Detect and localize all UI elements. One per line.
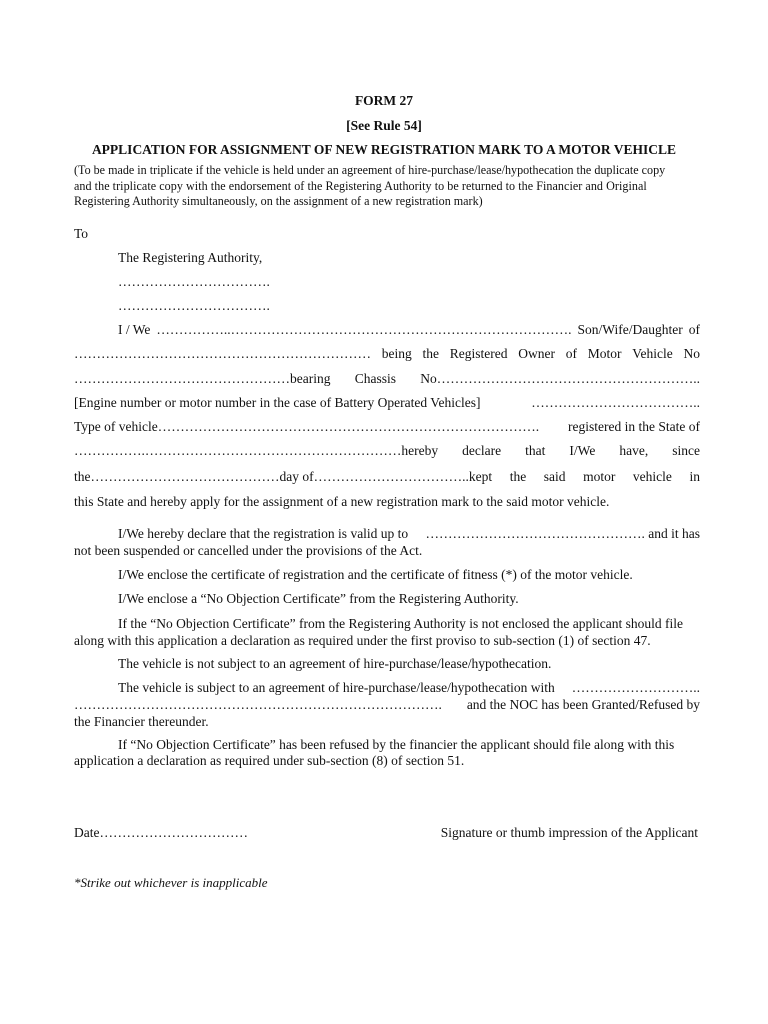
body-line-2: [74, 346, 700, 362]
word: in: [689, 469, 700, 484]
body-line-3: [74, 371, 700, 387]
word: being: [381, 346, 412, 361]
vehicle-number-field: …………………………………………bearing: [74, 371, 331, 386]
applicant-label: I / We: [118, 322, 151, 337]
note-text-1: (To be made in triplicate if the vehicle is held under an agreement of hire-purchase/lease/hypothecation the duplicate copy: [74, 163, 666, 177]
address-line-1: …………………………….: [118, 274, 270, 289]
word-of: of: [688, 322, 700, 337]
body-line-4: [74, 395, 700, 411]
date-label: Date: [74, 825, 100, 840]
signature-label: Signature or thumb impression of the Applicant: [440, 825, 698, 840]
engine-number-label: [Engine number or motor number in the case of Battery Operated Vehicles]: [74, 395, 481, 410]
word: No: [683, 346, 700, 361]
declaration-1-line-2: not been suspended or cancelled under the provisions of the Act.: [74, 543, 423, 558]
state-field: …………….…………………………………………………hereby: [74, 443, 439, 458]
chassis-label: Chassis: [354, 371, 396, 386]
noc-status-text: and the NOC has been Granted/Refused by: [466, 697, 700, 712]
state-label: registered in the State of: [568, 419, 700, 434]
declaration-4-line-2: along with this application a declaration as required under the first proviso to sub-section (1) of section 47.: [74, 633, 651, 648]
form-title: APPLICATION FOR ASSIGNMENT OF NEW REGISTRATION MARK TO A MOTOR VEHICLE: [91, 142, 677, 157]
word: declare: [462, 443, 502, 458]
validity-date-field: …………………………………………. and it has: [425, 526, 700, 541]
word: the: [509, 469, 527, 484]
word: since: [672, 443, 700, 458]
declaration-6-line-3: the Financier thereunder.: [74, 714, 209, 729]
word: Vehicle: [632, 346, 673, 361]
word: have,: [619, 443, 649, 458]
rule-reference: [See Rule 54]: [346, 118, 422, 133]
declaration-6-line-2: [74, 697, 700, 713]
word: motor: [583, 469, 616, 484]
declaration-2: I/We enclose the certificate of registration and the certificate of fitness (*) of the motor vehicle.: [118, 567, 633, 582]
declaration-1-line-1: [118, 526, 700, 542]
declaration-4-line-1: If the “No Objection Certificate” from the Registering Authority is not enclosed the applicant should file: [118, 616, 683, 631]
engine-number-field: ………………………………..: [531, 395, 700, 410]
declaration-5: The vehicle is not subject to an agreement of hire-purchase/lease/hypothecation.: [118, 656, 552, 671]
word: Motor: [587, 346, 622, 361]
parent-name-field: …………………………………………………………: [74, 346, 371, 361]
word: that: [525, 443, 546, 458]
chassis-number-field: No…………………………………………………..: [420, 371, 700, 386]
word: said: [543, 469, 566, 484]
footnote: *Strike out whichever is inapplicable: [74, 875, 268, 890]
body-line-1: [118, 322, 700, 338]
word: Owner: [518, 346, 555, 361]
word: of: [565, 346, 577, 361]
note-line-2: and the triplicate copy with the endorsement of the Registering Authority to be returned to the Financier and Original: [74, 179, 647, 193]
financier-field-continued: ……………………………………………………………………….: [74, 697, 442, 712]
body-line-8: this State and hereby apply for the assignment of a new registration mark to the said motor vehicle.: [74, 494, 610, 509]
applicant-name-field: ……………..………………………………………………………………….: [156, 322, 572, 337]
declaration-7-line-2: application a declaration as required under sub-section (8) of section 51.: [74, 753, 465, 768]
date-kept-field: the……………………………………day of……………………………..kept: [74, 469, 493, 484]
word: vehicle: [632, 469, 672, 484]
relation-label: Son/Wife/Daughter: [577, 322, 683, 337]
date-dots: ……………………………: [99, 825, 248, 840]
address-line-2: …………………………….: [118, 298, 270, 313]
form-number: FORM 27: [354, 93, 414, 108]
declaration-6-line-1: [118, 680, 700, 696]
address-to: To: [74, 226, 89, 241]
body-line-5: [74, 419, 700, 435]
body-line-6: [74, 443, 700, 459]
word: I/We: [569, 443, 596, 458]
date-field: [74, 825, 274, 841]
word: Registered: [449, 346, 508, 361]
validity-label: I/We hereby declare that the registration is valid up to: [118, 526, 409, 541]
financier-field: ………………………..: [571, 680, 700, 695]
note-line-3: Registering Authority simultaneously, on the assignment of a new registration mark): [74, 194, 483, 208]
note-line-1: [74, 163, 702, 177]
word: the: [422, 346, 439, 361]
declaration-7-line-1: If “No Objection Certificate” has been refused by the financier the applicant should file along with this: [118, 737, 675, 752]
body-line-7: [74, 469, 700, 485]
address-authority: The Registering Authority,: [118, 250, 263, 265]
declaration-3: I/We enclose a “No Objection Certificate” from the Registering Authority.: [118, 591, 519, 606]
financier-label: The vehicle is subject to an agreement of hire-purchase/lease/hypothecation with: [118, 680, 555, 695]
vehicle-type-field: Type of vehicle………………………………………………………………………….: [74, 419, 540, 434]
